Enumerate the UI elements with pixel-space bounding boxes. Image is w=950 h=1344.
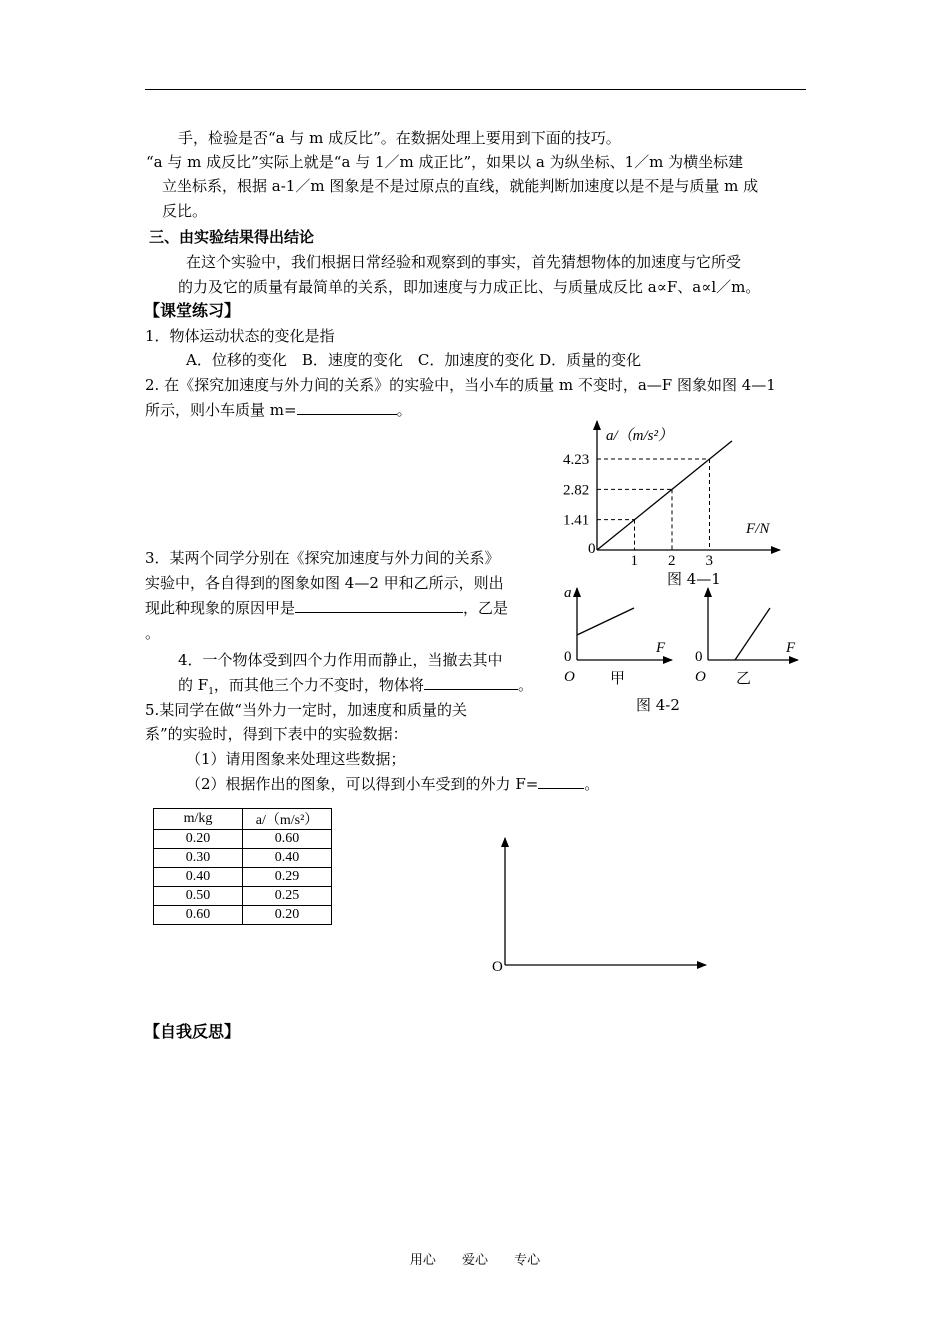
paragraph-line: 立坐标系，根据 a-1／m 图象是不是过原点的直线，就能判断加速度以是不是与质量 m 成 — [162, 177, 759, 195]
column-header: m/kg — [154, 809, 243, 830]
paragraph-line: 手，检验是否“a 与 m 成反比”。在数据处理上要用到下面的技巧。 — [178, 129, 621, 147]
answer-blank[interactable] — [297, 400, 397, 415]
question-5-line-1: 5.某同学在做“当外力一定时，加速度和质量的关 — [145, 701, 467, 719]
answer-blank[interactable] — [538, 774, 584, 789]
footer-item: 专心 — [514, 1253, 541, 1268]
footer-item: 用心 — [409, 1253, 436, 1268]
question-5-line-2: 系”的实验时，得到下表中的实验数据： — [145, 725, 408, 743]
table-row — [154, 830, 332, 849]
page-footer — [0, 1249, 950, 1268]
question-3-line-1: 3．某两个同学分别在《探究加速度与外力间的关系》 — [145, 549, 500, 567]
figure-4-2-caption: 图 4-2 — [636, 696, 680, 714]
x-axis-label: F/N — [746, 521, 770, 537]
blank-plot-axes — [485, 830, 715, 980]
jia-y-label: a — [564, 585, 572, 601]
jia-line — [577, 608, 634, 635]
table-cell: 0.20 — [243, 906, 332, 925]
y-tick-label: 1.41 — [563, 512, 590, 529]
jia-origin-zero: 0 — [564, 649, 572, 665]
jia-name: 甲 — [610, 671, 626, 687]
table-cell: 0.30 — [154, 849, 243, 868]
question-4-line-2: 的 $F_1$，而其他三个力不变时，物体将 。 — [178, 676, 533, 697]
paragraph-line: 的力及它的质量有最简单的关系，即加速度与力成正比、与质量成反比 a∝F、a∝l／m。 — [178, 278, 761, 296]
table-row — [154, 887, 332, 906]
section-heading: 三、由实验结果得出结论 — [149, 228, 315, 246]
table-cell: 0.29 — [243, 868, 332, 887]
jia-x-label: F — [656, 640, 666, 656]
answer-blank[interactable] — [295, 598, 463, 613]
blank-origin-label: O — [492, 959, 503, 975]
question-1: 1．物体运动状态的变化是指 — [145, 327, 335, 345]
figure-4-1-caption: 图 4—1 — [667, 570, 721, 588]
question-3-line-3: 现此种现象的原因甲是 ，乙是 — [145, 599, 509, 617]
table-row — [154, 906, 332, 925]
figure-4-2 — [560, 580, 800, 690]
y-tick-label: 2.82 — [563, 482, 590, 499]
yi-origin-o: O — [695, 669, 706, 685]
yi-name: 乙 — [736, 671, 752, 687]
classwork-heading: 【课堂练习】 — [144, 301, 241, 320]
yi-x-label: F — [786, 640, 796, 656]
reflection-heading: 【自我反思】 — [144, 1022, 241, 1041]
table-row — [154, 849, 332, 868]
x-tick-label: 1 — [630, 553, 638, 569]
question-1-options: A．位移的变化 B．速度的变化 C．加速度的变化 D．质量的变化 — [186, 351, 642, 369]
table-header-row — [154, 809, 332, 830]
origin-label: 0 — [588, 541, 596, 557]
paragraph-line: “a 与 m 成反比”实际上就是“a 与 1／m 成正比”，如果以 a 为纵坐标、1／m 为横坐标建 — [146, 153, 744, 171]
x-tick-label: 3 — [705, 553, 713, 569]
column-header: a/（m/s²） — [243, 809, 332, 830]
table-cell: 0.50 — [154, 887, 243, 906]
paragraph-line: 在这个实验中，我们根据日常经验和观察到的事实，首先猜想物体的加速度与它所受 — [186, 253, 742, 271]
question-5-part-1: （1）请用图象来处理这些数据； — [186, 750, 406, 768]
x-tick-label: 2 — [668, 553, 676, 569]
paragraph-line: 反比。 — [162, 202, 208, 220]
table-cell: 0.60 — [154, 906, 243, 925]
question-4-line-1: 4．一个物体受到四个力作用而静止，当撤去其中 — [178, 651, 503, 669]
yi-line — [735, 608, 770, 660]
figure-4-1 — [550, 415, 790, 590]
question-3-line-4: 。 — [145, 624, 161, 642]
table-row — [154, 868, 332, 887]
yi-origin-zero: 0 — [695, 649, 703, 665]
table-cell: 0.60 — [243, 830, 332, 849]
data-table — [153, 808, 332, 925]
table-cell: 0.25 — [243, 887, 332, 906]
jia-origin-o: O — [564, 669, 575, 685]
question-2-line-2: 所示，则小车质量 m= 。 — [145, 401, 412, 419]
question-3-line-2: 实验中，各自得到的图象如图 4—2 甲和乙所示，则出 — [145, 574, 504, 592]
header-rule — [145, 89, 806, 90]
table-cell: 0.20 — [154, 830, 243, 849]
y-axis-label: a/（m/s²） — [606, 428, 674, 444]
y-tick-label: 4.23 — [563, 452, 590, 469]
table-cell: 0.40 — [243, 849, 332, 868]
answer-blank[interactable] — [424, 675, 518, 690]
footer-item: 爱心 — [461, 1253, 488, 1268]
table-cell: 0.40 — [154, 868, 243, 887]
question-2-line-1: 2. 在《探究加速度与外力间的关系》的实验中，当小车的质量 m 不变时，a—F 图象如图 4—1 — [145, 376, 776, 394]
series-line — [597, 441, 732, 550]
question-5-part-2: （2）根据作出的图象，可以得到小车受到的外力 F= 。 — [186, 775, 600, 793]
